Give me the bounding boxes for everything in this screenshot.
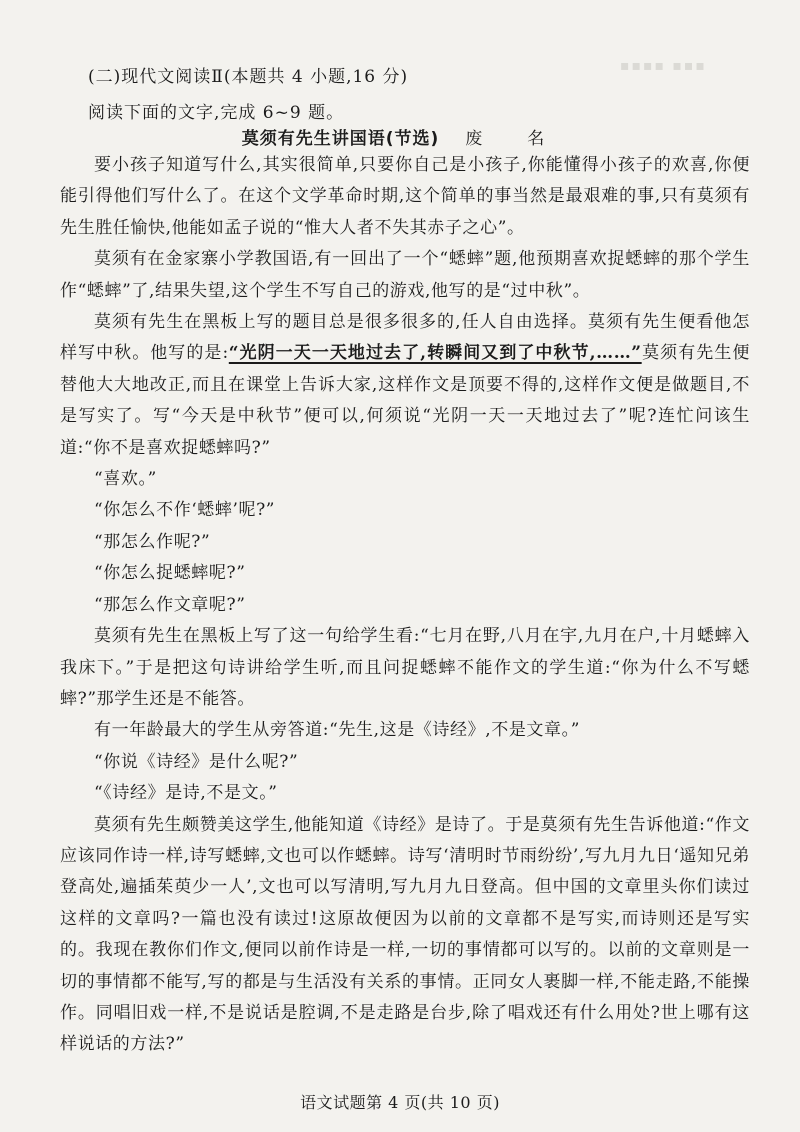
article-body	[60, 150, 750, 1061]
dialogue-line: “你怎么不作‘蟋蟀’呢?”	[94, 500, 276, 521]
paragraph: 莫须有在金家寨小学教国语,有一回出了一个“蟋蟀”题,他预期喜欢捉蟋蟀的那个学生作“蟋蟀”了,结果失望,这个学生不写自己的游戏,他写的是“过中秋”。	[60, 249, 750, 301]
article-author: 废 名	[465, 129, 559, 149]
reading-instruction: 阅读下面的文字,完成 6~9 题。	[88, 103, 345, 123]
article-title: 莫须有先生讲国语(节选)	[241, 129, 440, 149]
dialogue-line: “那怎么作文章呢?”	[94, 594, 246, 615]
show-through-text: ▪▪▪▪ ▪▪▪	[620, 58, 707, 74]
paragraph-text: 莫须有先生在黑板上写的题目总是很多很多的,任人自由选择。莫须有先生便看他怎样写中秋。他写的是:	[60, 312, 750, 364]
underlined-quote: “光阴一天一天地过去了,转瞬间又到了中秋节,……”	[228, 343, 642, 364]
page-footer: 语文试题第 4 页(共 10 页)	[300, 1093, 500, 1112]
article-title-row	[0, 124, 800, 149]
dialogue-line: “你怎么捉蟋蟀呢?”	[94, 563, 246, 584]
section-heading: (二)现代文阅读Ⅱ(本题共 4 小题,16 分)	[88, 67, 409, 87]
paragraph-with-underline	[60, 307, 750, 464]
dialogue-line: “喜欢。”	[94, 469, 157, 490]
paragraph: 莫须有先生在黑板上写了这一句给学生看:“七月在野,八月在宇,九月在户,十月蟋蟀入我床下。”于是把这句诗讲给学生听,而且问捉蟋蟀不能作文的学生道:“你为什么不写蟋蟀?”那学生还是不能答。	[60, 626, 750, 709]
dialogue-line: “你说《诗经》是什么呢?”	[94, 751, 299, 772]
paragraph: 有一年龄最大的学生从旁答道:“先生,这是《诗经》,不是文章。”	[94, 720, 581, 741]
paragraph: 莫须有先生颇赞美这学生,他能知道《诗经》是诗了。于是莫须有先生告诉他道:“作文应该同作诗一样,诗写蟋蟀,文也可以作蟋蟀。诗写‘清明时节雨纷纷’,写九月九日‘遥知兄弟登高处,遍插茱萸少一人’,文也可以写清明,写九月九日登高。但中国的文章里头你们读过这样的文章吗?一篇也没有读过!这原故便因为以前的文章都不是写实,而诗则还是写实的。我现在教你们作文,便同以前作诗是一样,一切的事情都可以写的。以前的文章则是一切的事情都不能写,写的都是与生活没有关系的事情。正同女人裹脚一样,不能走路,不能操作。同唱旧戏一样,不是说话是腔调,不是走路是台步,除了唱戏还有什么用处?世上哪有这样说话的方法?”	[60, 814, 750, 1055]
paragraph-text: 莫须有先生便替他大大地改正,而且在课堂上告诉大家,这样作文是顶要不得的,这样作文便是做题目,不是写实了。写“今天是中秋节”便可以,何须说“光阴一天一天地过去了”呢?连忙问该生道:“你不是喜欢捉蟋蟀吗?”	[60, 343, 750, 458]
paragraph: 要小孩子知道写什么,其实很简单,只要你自己是小孩子,你能懂得小孩子的欢喜,你便能引得他们写什么了。在这个文学革命时期,这个简单的事当然是最艰难的事,只有莫须有先生胜任愉快,他能如孟子说的“惟大人者不失其赤子之心”。	[60, 155, 750, 238]
dialogue-line: “《诗经》是诗,不是文。”	[94, 783, 278, 804]
dialogue-line: “那怎么作呢?”	[94, 531, 211, 552]
